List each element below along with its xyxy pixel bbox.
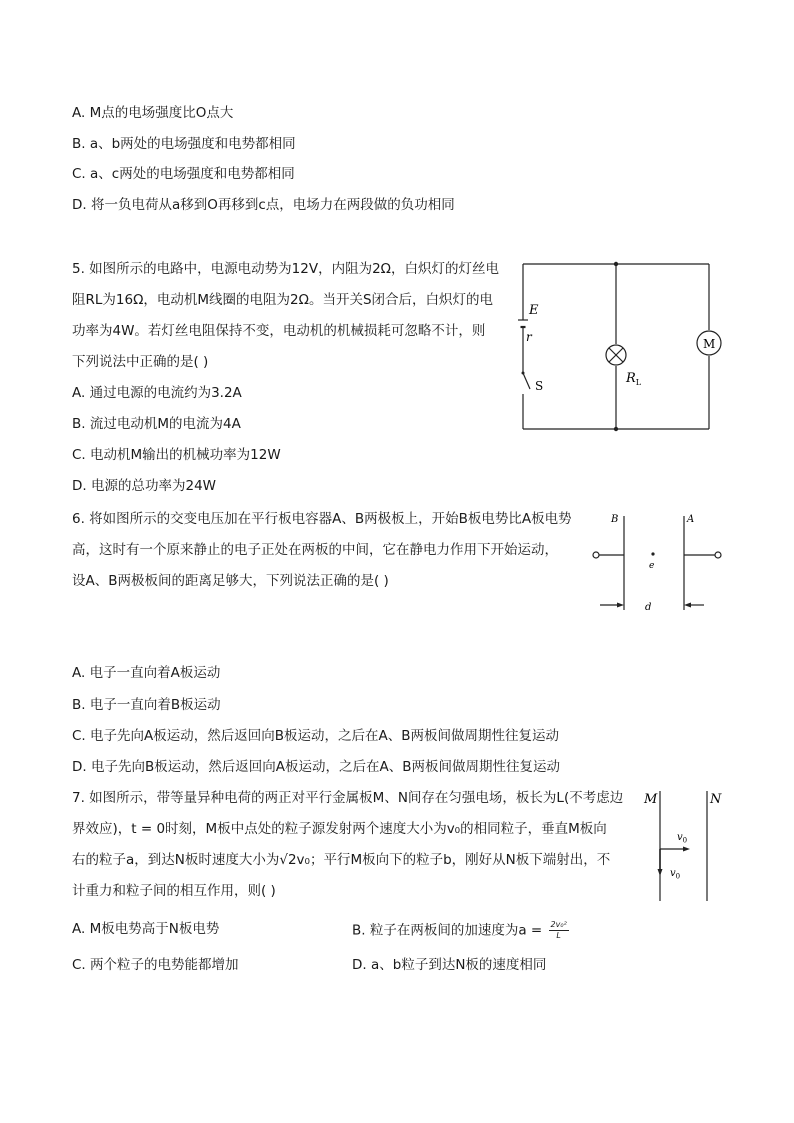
q7-stem-line-2: 界效应)，t = 0时刻，M板中点处的粒子源发射两个速度大小为v₀的相同粒子，垂直M板向 xyxy=(72,821,607,837)
q7-option-b-fraction xyxy=(549,920,569,941)
q5-stem-line-1: 5. 如图所示的电路中，电源电动势为12V，内阻为2Ω，白炽灯的灯丝电 xyxy=(72,261,499,277)
electron-dot xyxy=(651,552,654,555)
q5-stem-line-4: 下列说法中正确的是( ) xyxy=(72,354,209,370)
velocity-right-label: $v_0$ xyxy=(677,832,688,845)
lamp-label: $R_L$ xyxy=(626,371,642,387)
q7-option-b-numerator: 2v₀² xyxy=(550,920,567,929)
q7-option-a: A. M板电势高于N板电势 xyxy=(72,921,220,937)
q5-option-d: D. 电源的总功率为24W xyxy=(72,478,217,494)
plate-n-label: N xyxy=(710,792,722,807)
velocity-down-label: $v_0$ xyxy=(670,868,681,881)
dimension-arrow-right xyxy=(684,603,691,608)
q6-option-b: B. 电子一直向着B板运动 xyxy=(72,697,221,713)
q5-option-c: C. 电动机M输出的机械功率为12W xyxy=(72,447,281,463)
electron-label: e xyxy=(649,561,655,571)
battery-internal-resistance-label: r xyxy=(526,330,532,344)
q5-option-b: B. 流过电动机M的电流为4A xyxy=(72,416,241,432)
q7-stem-line-4: 计重力和粒子间的相互作用，则( ) xyxy=(72,883,276,899)
switch-label: S xyxy=(535,379,544,393)
motor-label: M xyxy=(703,337,716,351)
q4-option-c: C. a、c两处的电场强度和电势都相同 xyxy=(72,166,295,182)
switch-contact xyxy=(522,372,525,375)
battery-emf-label: E xyxy=(529,303,539,318)
q7-option-c: C. 两个粒子的电势能都增加 xyxy=(72,957,239,973)
q6-option-a: A. 电子一直向着A板运动 xyxy=(72,665,221,681)
q4-option-a: A. M点的电场强度比O点大 xyxy=(72,105,234,121)
plate-b-label: B xyxy=(611,514,619,525)
velocity-down-arrow xyxy=(658,869,663,876)
junction-dot-top xyxy=(614,262,618,266)
q7-stem-line-1: 7. 如图所示，带等量异种电荷的两正对平行金属板M、N间存在匀强电场，板长为L(不考虑边 xyxy=(72,790,624,806)
q5-stem-line-3: 功率为4W。若灯丝电阻保持不变，电动机的机械损耗可忽略不计，则 xyxy=(72,323,486,339)
q7-option-b-denominator: L xyxy=(556,931,561,940)
q6-stem-line-1: 6. 将如图所示的交变电压加在平行板电容器A、B两极板上，开始B板电势比A板电势 xyxy=(72,511,572,527)
q6-capacitor-diagram xyxy=(590,508,730,618)
junction-dot-bottom xyxy=(614,427,618,431)
q7-stem-line-3: 右的粒子a，到达N板时速度大小为√2v₀；平行M板向下的粒子b，刚好从N板下端射出，不 xyxy=(72,852,611,868)
q7-option-d: D. a、b粒子到达N板的速度相同 xyxy=(352,957,547,973)
q6-option-c: C. 电子先向A板运动，然后返回向B板运动，之后在A、B两板间做周期性往复运动 xyxy=(72,728,560,744)
q6-option-d: D. 电子先向B板运动，然后返回向A板运动，之后在A、B两板间做周期性往复运动 xyxy=(72,759,560,775)
q7-option-b-text: B. 粒子在两板间的加速度为a = xyxy=(352,922,543,939)
q6-stem-line-2: 高，这时有一个原来静止的电子正处在两板的中间，它在静电力作用下开始运动， xyxy=(72,542,558,558)
q4-option-b: B. a、b两处的电场强度和电势都相同 xyxy=(72,136,296,152)
velocity-right-arrow xyxy=(683,847,690,852)
q5-stem-line-2: 阻RL为16Ω，电动机M线圈的电阻为2Ω。当开关S闭合后，白炽灯的电 xyxy=(72,292,494,308)
q7-plates-diagram xyxy=(640,788,730,908)
q4-option-d: D. 将一负电荷从a移到O再移到c点，电场力在两段做的负功相同 xyxy=(72,197,455,213)
q6-stem-line-3: 设A、B两极板间的距离足够大，下列说法正确的是( ) xyxy=(72,573,389,589)
distance-label: d xyxy=(645,602,652,613)
plate-m-label: M xyxy=(644,792,658,807)
q5-circuit-diagram xyxy=(516,258,716,438)
q5-option-a: A. 通过电源的电流约为3.2A xyxy=(72,385,242,401)
q7-option-b xyxy=(352,920,569,941)
plate-a-label: A xyxy=(687,514,695,525)
dimension-arrow-left xyxy=(617,603,624,608)
